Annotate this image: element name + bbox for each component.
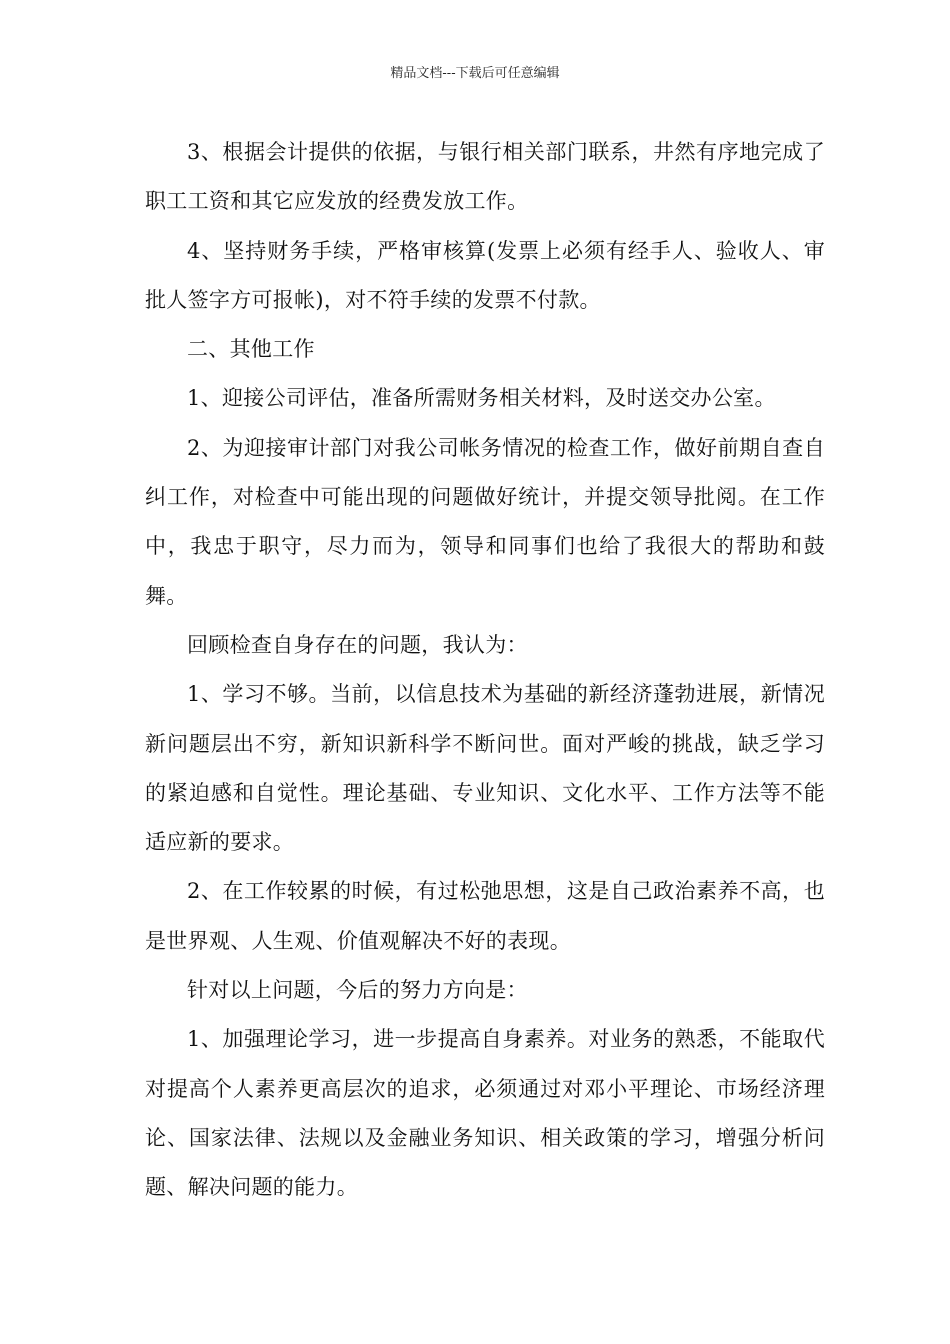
paragraph-improvement-intro: 针对以上问题，今后的努力方向是： xyxy=(187,978,528,1003)
paragraph-insufficient-learning: 1、学习不够。当前，以信息技术为基础的新经济蓬勃进展，新情况新问题层出不穷，新知识新科学不断问世。面对严峻的挑战，缺乏学习的紧迫感和自觉性。理论基础、专业知识、文化水平、工作方法等不能适应新的要求。 xyxy=(145,682,825,855)
paragraph-slack-thinking: 2、在工作较累的时候，有过松弛思想，这是自己政治素养不高，也是世界观、人生观、价值观解决不好的表现。 xyxy=(145,879,825,953)
page-header: 精品文档---下载后可任意编辑 xyxy=(390,66,560,81)
paragraph-financial-procedures: 4、坚持财务手续，严格审核算(发票上必须有经手人、验收人、审批人签字方可报帐)，对不符手续的发票不付款。 xyxy=(145,238,825,312)
paragraph-company-evaluation: 1、迎接公司评估，准备所需财务相关材料，及时送交办公室。 xyxy=(187,386,776,411)
document-body xyxy=(145,128,825,1213)
section-heading-other-work: 二、其他工作 xyxy=(187,337,315,362)
paragraph-audit-preparation: 2、为迎接审计部门对我公司帐务情况的检查工作，做好前期自查自纠工作，对检查中可能出现的问题做好统计，并提交领导批阅。在工作中，我忠于职守，尽力而为，领导和同事们也给了我很大的帮助和鼓舞。 xyxy=(145,435,825,608)
paragraph-self-review-intro: 回顾检查自身存在的问题，我认为： xyxy=(187,632,528,657)
paragraph-salary-payment: 3、根据会计提供的依据，与银行相关部门联系，井然有序地完成了职工工资和其它应发放的经费发放工作。 xyxy=(145,140,825,214)
paragraph-strengthen-theory: 1、加强理论学习，进一步提高自身素养。对业务的熟悉，不能取代对提高个人素养更高层次的追求，必须通过对邓小平理论、市场经济理论、国家法律、法规以及金融业务知识、相关政策的学习，增强分析问题、解决问题的能力。 xyxy=(145,1027,825,1200)
